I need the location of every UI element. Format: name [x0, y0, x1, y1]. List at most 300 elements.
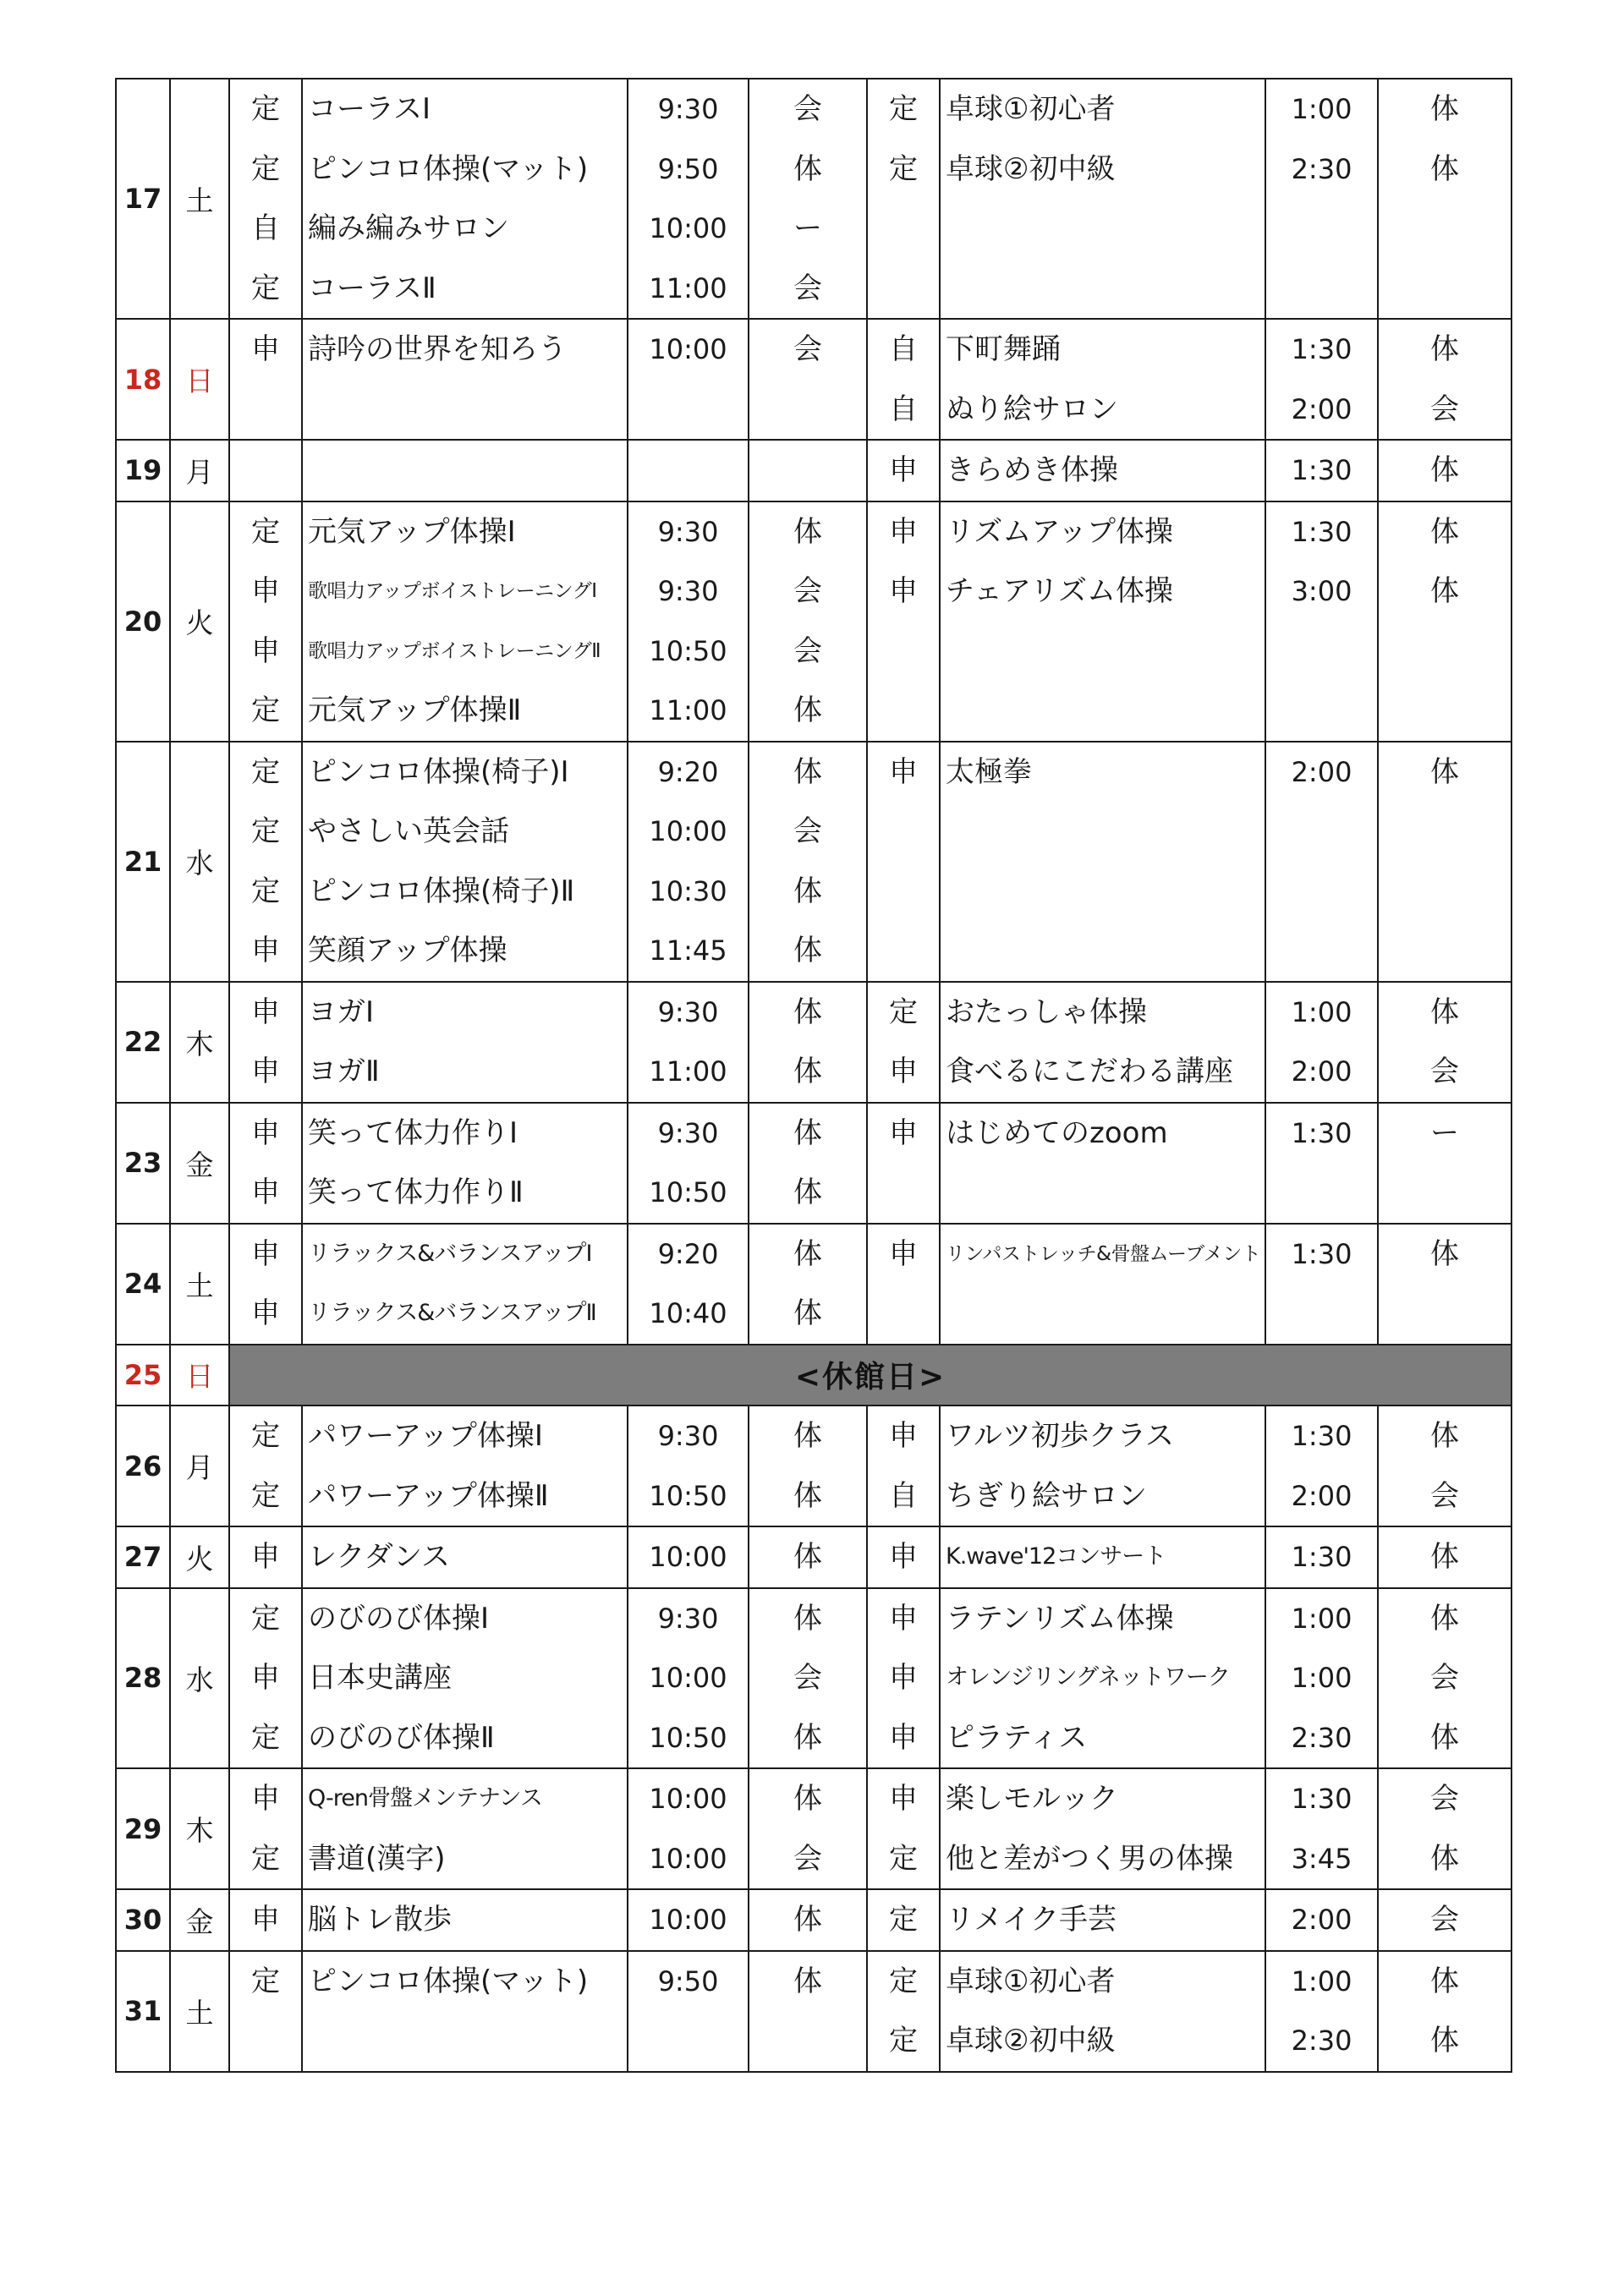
- program-name: ラテンリズム体操: [946, 1601, 1174, 1636]
- program-kind: 自: [889, 332, 918, 366]
- program-time: 9:30: [657, 1116, 719, 1149]
- program-room: ー: [793, 211, 822, 245]
- pm-program-cell: [940, 1526, 1265, 1588]
- program-room: 体: [1430, 92, 1459, 126]
- day-row: [116, 440, 1512, 501]
- pm-kind-cell: [867, 440, 940, 501]
- program-room: 体: [793, 1236, 822, 1271]
- program-room: 体: [793, 754, 822, 789]
- day-number: 17: [116, 79, 170, 319]
- program-room: 体: [793, 1964, 822, 1998]
- program-name: 楽しモルック: [946, 1782, 1118, 1816]
- am-time-cell: [628, 1224, 749, 1345]
- program-time: 2:00: [1291, 1479, 1352, 1512]
- am-kind-cell: [229, 1951, 302, 2072]
- pm-kind-cell: [867, 742, 940, 982]
- program-name: 元気アップ体操Ⅰ: [308, 514, 516, 549]
- program-kind: [868, 1163, 939, 1223]
- am-kind-cell: [229, 982, 302, 1103]
- program-room: 体: [793, 1782, 822, 1816]
- program-kind: 定: [889, 92, 918, 126]
- day-number: 18: [116, 319, 170, 440]
- program-name: 笑って体力作りⅠ: [308, 1115, 518, 1150]
- program-name: 笑って体力作りⅡ: [308, 1175, 524, 1209]
- program-room: [1379, 921, 1511, 981]
- day-number: 30: [116, 1889, 170, 1951]
- program-kind: [868, 622, 939, 682]
- day-row: [116, 319, 1512, 440]
- program-room: 体: [1430, 1540, 1459, 1574]
- program-room: [1379, 862, 1511, 922]
- program-room: 会: [1430, 1661, 1459, 1695]
- program-kind: 申: [251, 1903, 280, 1937]
- program-room: 体: [1430, 1601, 1459, 1636]
- day-number: 22: [116, 982, 170, 1103]
- program-name: リメイク手芸: [946, 1903, 1116, 1937]
- pm-room-cell: [1378, 1406, 1512, 1526]
- program-name: Q-ren骨盤メンテナンス: [308, 1785, 542, 1811]
- day-number: 31: [116, 1951, 170, 2072]
- program-kind: 定: [251, 271, 280, 305]
- program-room: [1379, 1284, 1511, 1344]
- program-time: [1266, 1284, 1377, 1344]
- am-kind-cell: [229, 1103, 302, 1224]
- weekday: 土: [170, 79, 229, 319]
- program-name: おたっしゃ体操: [946, 995, 1147, 1029]
- day-row: [116, 1588, 1512, 1769]
- day-number: 28: [116, 1588, 170, 1769]
- weekday: 木: [170, 982, 229, 1103]
- program-room: [1379, 622, 1511, 682]
- program-room: [1379, 199, 1511, 259]
- pm-program-cell: [940, 319, 1265, 440]
- program-name: やさしい英会話: [308, 814, 509, 848]
- program-kind: [868, 199, 939, 259]
- pm-time-cell: [1265, 1768, 1378, 1889]
- day-number: 25: [116, 1345, 170, 1406]
- program-time: 3:00: [1291, 575, 1352, 607]
- am-time-cell: [628, 1889, 749, 1951]
- program-name: ヨガⅡ: [308, 1055, 380, 1088]
- program-kind: 申: [251, 332, 280, 366]
- am-time-cell: [628, 742, 749, 982]
- program-time: [1266, 199, 1377, 259]
- program-time: 9:30: [657, 995, 719, 1028]
- am-kind-cell: [229, 79, 302, 319]
- program-kind: 申: [889, 1055, 918, 1088]
- program-kind: 申: [889, 1540, 918, 1574]
- program-name: ワルツ初歩クラス: [946, 1419, 1174, 1453]
- program-name: リズムアップ体操: [946, 514, 1173, 549]
- day-row: [116, 1345, 1512, 1406]
- program-room: 体: [793, 1175, 822, 1209]
- schedule-sheet: [115, 78, 1511, 2073]
- program-kind: 申: [889, 1782, 918, 1816]
- program-name: [303, 2011, 627, 2071]
- program-room: 体: [793, 514, 822, 549]
- weekday: 土: [170, 1224, 229, 1345]
- program-time: 1:00: [1291, 1602, 1352, 1635]
- program-time: 10:00: [649, 1904, 727, 1936]
- pm-kind-cell: [867, 982, 940, 1103]
- program-kind: 定: [251, 514, 280, 549]
- program-name: ぬり絵サロン: [946, 392, 1118, 426]
- program-time: 10:00: [649, 333, 727, 365]
- program-kind: 自: [889, 1478, 918, 1513]
- program-kind: 申: [889, 453, 918, 487]
- program-kind: 定: [889, 1903, 918, 1937]
- program-room: 会: [1430, 1478, 1459, 1513]
- program-time: 1:30: [1291, 515, 1352, 548]
- program-name: [303, 380, 627, 440]
- program-name: ピンコロ体操(椅子)Ⅱ: [308, 874, 575, 908]
- program-time: 10:50: [649, 1721, 727, 1754]
- am-kind-cell: [229, 1224, 302, 1345]
- am-room-cell: [749, 1406, 867, 1526]
- program-room: 会: [793, 271, 822, 305]
- program-room: 体: [1430, 995, 1459, 1029]
- program-time: 10:50: [649, 1176, 727, 1208]
- program-kind: 自: [889, 392, 918, 426]
- program-kind: 申: [251, 1236, 280, 1271]
- pm-program-cell: [940, 1951, 1265, 2072]
- day-number: 21: [116, 742, 170, 982]
- am-kind-cell: [229, 1588, 302, 1769]
- am-program-cell: [302, 982, 628, 1103]
- am-room-cell: [749, 1103, 867, 1224]
- program-kind: 定: [889, 151, 918, 186]
- program-name: リラックス&バランスアップⅠ: [308, 1240, 592, 1267]
- am-room-cell: [749, 742, 867, 982]
- program-kind: 定: [889, 1964, 918, 1998]
- day-number: 19: [116, 440, 170, 501]
- pm-time-cell: [1265, 1951, 1378, 2072]
- program-name: 歌唱力アップボイストレーニングⅡ: [308, 639, 601, 662]
- program-time: 10:00: [649, 1783, 727, 1815]
- pm-time-cell: [1265, 1889, 1378, 1951]
- program-time: 9:30: [657, 515, 719, 548]
- pm-room-cell: [1378, 982, 1512, 1103]
- program-time: 1:30: [1291, 1783, 1352, 1815]
- program-name: はじめてのzoom: [946, 1115, 1168, 1150]
- program-kind: 定: [251, 1841, 280, 1876]
- program-kind: 申: [889, 1661, 918, 1695]
- program-room: 体: [1430, 151, 1459, 186]
- program-name: ちぎり絵サロン: [946, 1478, 1147, 1513]
- program-name: ピンコロ体操(椅子)Ⅰ: [308, 754, 569, 789]
- program-kind: 申: [251, 934, 280, 967]
- program-name: 日本史講座: [308, 1661, 452, 1695]
- program-kind: [230, 2011, 301, 2071]
- program-name: [941, 921, 1265, 981]
- program-name: 歌唱力アップボイストレーニングⅠ: [308, 580, 597, 602]
- program-time: 9:30: [657, 1420, 719, 1452]
- am-time-cell: [628, 982, 749, 1103]
- program-kind: 定: [251, 754, 280, 789]
- pm-program-cell: [940, 1103, 1265, 1224]
- program-name: オレンジリングネットワーク: [946, 1664, 1230, 1690]
- am-kind-cell: [229, 1889, 302, 1951]
- program-time: 10:00: [649, 815, 727, 847]
- program-room: 会: [793, 1661, 822, 1695]
- pm-time-cell: [1265, 1588, 1378, 1769]
- program-name: [303, 441, 627, 501]
- program-time: [1266, 622, 1377, 682]
- program-time: 3:45: [1291, 1842, 1352, 1875]
- pm-kind-cell: [867, 1406, 940, 1526]
- program-room: 体: [793, 151, 822, 186]
- program-kind: 定: [889, 995, 918, 1029]
- program-name: 卓球①初心者: [946, 1964, 1116, 1998]
- program-time: 1:30: [1291, 454, 1352, 486]
- am-program-cell: [302, 1224, 628, 1345]
- program-name: ピンコロ体操(マット): [308, 1964, 589, 1998]
- pm-time-cell: [1265, 319, 1378, 440]
- program-name: 脳トレ散歩: [308, 1903, 452, 1937]
- pm-room-cell: [1378, 319, 1512, 440]
- weekday: 木: [170, 1768, 229, 1889]
- am-program-cell: [302, 440, 628, 501]
- program-name: 下町舞踊: [946, 332, 1061, 366]
- program-time: 10:30: [649, 874, 727, 907]
- program-room: 会: [793, 814, 822, 848]
- program-room: 体: [1430, 1841, 1459, 1876]
- program-kind: 申: [251, 1296, 280, 1330]
- program-kind: 定: [251, 92, 280, 126]
- program-kind: 定: [251, 1478, 280, 1513]
- pm-kind-cell: [867, 1224, 940, 1345]
- program-kind: [868, 802, 939, 862]
- weekday: 月: [170, 1406, 229, 1526]
- day-number: 24: [116, 1224, 170, 1345]
- program-name: 書道(漢字): [308, 1841, 446, 1876]
- pm-program-cell: [940, 79, 1265, 319]
- program-kind: 定: [251, 1419, 280, 1453]
- program-room: 体: [793, 874, 822, 908]
- am-kind-cell: [229, 1526, 302, 1588]
- program-name: リラックス&バランスアップⅡ: [308, 1300, 596, 1326]
- program-kind: 定: [251, 874, 280, 908]
- program-room: 体: [793, 1540, 822, 1574]
- am-room-cell: [749, 982, 867, 1103]
- program-room: 体: [793, 1055, 822, 1088]
- program-room: 体: [1430, 754, 1459, 789]
- program-name: 卓球②初中級: [946, 151, 1116, 186]
- day-row: [116, 1224, 1512, 1345]
- program-time: 10:40: [649, 1297, 727, 1329]
- program-kind: 定: [889, 1841, 918, 1876]
- program-name: [941, 681, 1265, 741]
- program-time: 9:20: [657, 1237, 719, 1270]
- program-room: 体: [1430, 2024, 1459, 2058]
- pm-kind-cell: [867, 1588, 940, 1769]
- am-room-cell: [749, 1889, 867, 1951]
- program-name: [941, 199, 1265, 259]
- pm-room-cell: [1378, 1526, 1512, 1588]
- program-time: 9:30: [657, 1602, 719, 1635]
- program-room: [749, 380, 866, 440]
- program-room: 会: [1430, 1055, 1459, 1088]
- weekday: 日: [170, 1345, 229, 1406]
- weekday: 水: [170, 1588, 229, 1769]
- program-time: 11:45: [649, 934, 727, 967]
- program-kind: 定: [251, 151, 280, 186]
- program-time: 1:00: [1291, 995, 1352, 1028]
- program-room: [749, 2011, 866, 2071]
- program-name: のびのび体操Ⅰ: [308, 1601, 490, 1636]
- program-room: 体: [1430, 1419, 1459, 1453]
- program-name: ピンコロ体操(マット): [308, 151, 589, 186]
- program-room: [1379, 1163, 1511, 1223]
- program-time: 2:00: [1291, 1904, 1352, 1936]
- weekday: 火: [170, 1526, 229, 1588]
- program-time: 1:30: [1291, 333, 1352, 365]
- program-room: 体: [793, 1601, 822, 1636]
- program-name: 太極拳: [946, 754, 1032, 789]
- program-name: パワーアップ体操Ⅰ: [308, 1419, 543, 1453]
- program-kind: 定: [251, 1601, 280, 1636]
- pm-time-cell: [1265, 742, 1378, 982]
- pm-room-cell: [1378, 501, 1512, 742]
- program-room: ー: [1430, 1115, 1459, 1150]
- program-room: 体: [1430, 1964, 1459, 1998]
- program-name: [941, 862, 1265, 922]
- program-room: 体: [793, 693, 822, 727]
- pm-time-cell: [1265, 440, 1378, 501]
- program-time: 10:00: [649, 1541, 727, 1573]
- day-number: 23: [116, 1103, 170, 1224]
- pm-room-cell: [1378, 1951, 1512, 2072]
- program-room: 会: [793, 1841, 822, 1876]
- pm-time-cell: [1265, 982, 1378, 1103]
- program-time: 2:00: [1291, 1055, 1352, 1088]
- program-room: 会: [793, 574, 822, 608]
- program-time: [1266, 802, 1377, 862]
- pm-room-cell: [1378, 1889, 1512, 1951]
- weekday: 金: [170, 1103, 229, 1224]
- program-room: 体: [1430, 1236, 1459, 1271]
- pm-kind-cell: [867, 79, 940, 319]
- pm-program-cell: [940, 501, 1265, 742]
- pm-room-cell: [1378, 1768, 1512, 1889]
- program-name: [941, 1284, 1265, 1344]
- program-time: 1:30: [1291, 1420, 1352, 1452]
- program-time: 1:30: [1291, 1237, 1352, 1270]
- day-number: 29: [116, 1768, 170, 1889]
- program-name: きらめき体操: [946, 453, 1118, 487]
- program-time: 1:00: [1291, 93, 1352, 125]
- program-time: [1266, 1163, 1377, 1223]
- program-room: 体: [1430, 1720, 1459, 1755]
- pm-kind-cell: [867, 319, 940, 440]
- program-name: [941, 802, 1265, 862]
- program-kind: 申: [251, 1115, 280, 1150]
- am-time-cell: [628, 319, 749, 440]
- day-row: [116, 1526, 1512, 1588]
- program-room: [1379, 259, 1511, 319]
- program-room: 会: [793, 332, 822, 366]
- program-time: 11:00: [649, 271, 727, 304]
- program-time: 1:00: [1291, 1964, 1352, 1997]
- program-room: 会: [793, 92, 822, 126]
- am-room-cell: [749, 501, 867, 742]
- program-name: 編み編みサロン: [308, 211, 509, 245]
- program-kind: 申: [889, 574, 918, 608]
- pm-program-cell: [940, 742, 1265, 982]
- program-time: 9:50: [657, 152, 719, 185]
- program-room: 体: [793, 995, 822, 1029]
- program-room: 体: [1430, 332, 1459, 366]
- day-row: [116, 1103, 1512, 1224]
- program-kind: 申: [251, 1782, 280, 1816]
- am-program-cell: [302, 1588, 628, 1769]
- program-time: 2:30: [1291, 2025, 1352, 2057]
- pm-program-cell: [940, 1224, 1265, 1345]
- program-time: 1:30: [1291, 1116, 1352, 1149]
- am-room-cell: [749, 319, 867, 440]
- program-name: 卓球①初心者: [946, 92, 1116, 126]
- am-kind-cell: [229, 742, 302, 982]
- am-room-cell: [749, 1526, 867, 1588]
- program-time: 1:00: [1291, 1662, 1352, 1694]
- program-time: 9:20: [657, 755, 719, 788]
- pm-kind-cell: [867, 1951, 940, 2072]
- am-program-cell: [302, 1406, 628, 1526]
- program-time: 10:00: [649, 212, 727, 244]
- pm-room-cell: [1378, 742, 1512, 982]
- program-time: 2:30: [1291, 152, 1352, 185]
- pm-kind-cell: [867, 1768, 940, 1889]
- program-room: 会: [1430, 1903, 1459, 1937]
- program-kind: 定: [889, 2024, 918, 2058]
- program-time: 2:00: [1291, 755, 1352, 788]
- program-kind: 申: [251, 1661, 280, 1695]
- weekday: 金: [170, 1889, 229, 1951]
- program-name: ピラティス: [946, 1720, 1088, 1755]
- program-kind: [868, 862, 939, 922]
- weekday: 月: [170, 440, 229, 501]
- day-row: [116, 1951, 1512, 2072]
- pm-room-cell: [1378, 440, 1512, 501]
- day-row: [116, 1406, 1512, 1526]
- program-kind: 申: [251, 1540, 280, 1574]
- am-program-cell: [302, 742, 628, 982]
- day-row: [116, 1768, 1512, 1889]
- program-room: 会: [1430, 392, 1459, 426]
- program-room: 体: [793, 1720, 822, 1755]
- program-name: ヨガⅠ: [308, 995, 375, 1029]
- program-time: 1:30: [1291, 1541, 1352, 1573]
- program-kind: 定: [251, 1720, 280, 1755]
- program-kind: 申: [889, 1601, 918, 1636]
- program-name: 他と差がつく男の体操: [946, 1841, 1233, 1876]
- program-name: 卓球②初中級: [946, 2024, 1116, 2058]
- program-kind: 申: [251, 574, 280, 608]
- program-kind: 申: [251, 1175, 280, 1209]
- program-room: [749, 441, 866, 501]
- pm-time-cell: [1265, 1103, 1378, 1224]
- am-time-cell: [628, 1526, 749, 1588]
- program-room: [1379, 681, 1511, 741]
- program-time: [628, 441, 748, 501]
- am-time-cell: [628, 440, 749, 501]
- pm-program-cell: [940, 1768, 1265, 1889]
- program-name: 笑顔アップ体操: [308, 934, 508, 967]
- program-time: 2:00: [1291, 392, 1352, 425]
- weekday: 日: [170, 319, 229, 440]
- pm-kind-cell: [867, 501, 940, 742]
- program-name: コーラスⅠ: [308, 92, 431, 126]
